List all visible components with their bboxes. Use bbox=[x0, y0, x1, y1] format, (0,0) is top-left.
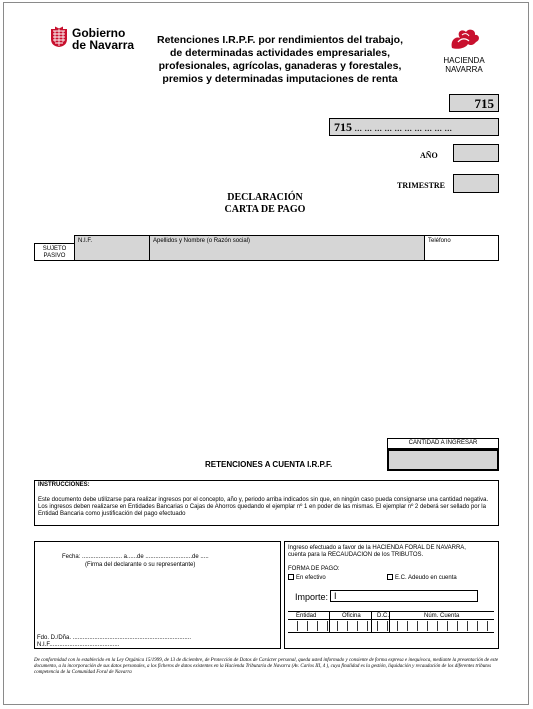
form-title bbox=[150, 34, 410, 86]
payment-method-label: FORMA DE PAGO: bbox=[288, 566, 340, 572]
cash-option-label: En efectivo bbox=[296, 575, 326, 581]
reference-prefix: 715 bbox=[334, 120, 352, 134]
title-line-4: premios y determinadas imputaciones de renta bbox=[162, 73, 398, 85]
nif-field[interactable] bbox=[74, 235, 150, 261]
bank-col-entidad: Entidad bbox=[296, 613, 317, 619]
hacienda-line1: HACIENDA bbox=[443, 56, 485, 65]
payment-line1: Ingreso efectuado a favor de la HACIENDA FORAL DE NAVARRA, bbox=[288, 545, 466, 551]
doc-title-2: CARTA DE PAGO bbox=[224, 204, 306, 215]
instructions-heading: INSTRUCCIONES: bbox=[38, 482, 90, 488]
amount-field[interactable] bbox=[387, 449, 499, 471]
taxpayer-row bbox=[34, 235, 499, 261]
date-line[interactable]: Fecha: ........................ a......de ............................de ..... bbox=[62, 554, 209, 560]
signed-by[interactable]: Fdo. D./Dña. ....................................................................... bbox=[37, 635, 192, 641]
year-label: AÑO bbox=[420, 151, 438, 160]
bank-col-account: Núm. Cuenta bbox=[424, 613, 460, 619]
payment-amount-field[interactable] bbox=[330, 590, 478, 602]
doc-title bbox=[200, 192, 330, 216]
cash-option[interactable] bbox=[288, 574, 326, 582]
model-number: 715 bbox=[474, 96, 494, 111]
hacienda-name bbox=[436, 56, 492, 74]
concept-label: RETENCIONES A CUENTA I.R.P.F. bbox=[205, 460, 333, 469]
legal-text: De conformidad con lo establecido en la Ley Orgánica 15/1999, de 13 de diciembre, de Protección de Datos de Carácter personal, queda usted informado y consiente de forma expresa e inequívoca, mediante la presentación de este documento, a la incorporación de sus datos personales, a los ficheros de datos existentes en la Hacienda Tributaria de Navarra (Av. Carlos III, 4 ), cuya finalidad es la gestión, liquidación y recaudación de los diferentes tributos competencia de la Comunidad Foral de Navarra bbox=[34, 658, 499, 675]
bank-col-divider bbox=[288, 619, 494, 620]
instructions-text: Este documento debe utilizarse para realizar ingresos por el concepto, año y, periodo arriba indicados sin que, en ningún caso pueda consignarse una cantidad negativa. Los ingresos deben realizarse en Entidades Bancarias o Cajas de Ahorros quedando el ejemplar nº 1 en poder de las mismas. El ejemplar nº 2 deberá ser sellado por la Entidad Bancaria como justificación del pago efectuado bbox=[38, 497, 489, 517]
name-field[interactable] bbox=[149, 235, 425, 261]
bank-account-grid[interactable] bbox=[288, 611, 494, 633]
reference-field[interactable] bbox=[329, 118, 499, 136]
payment-amount-label: Importe: bbox=[295, 592, 329, 602]
name-label: Apellidos y Nombre (o Razón social) bbox=[153, 238, 251, 244]
instructions-box bbox=[34, 480, 499, 526]
quarter-label: TRIMESTRE bbox=[397, 181, 446, 190]
phone-field[interactable] bbox=[424, 235, 499, 261]
payment-amount-value: I bbox=[334, 591, 337, 601]
nif-label: N.I.F. bbox=[78, 238, 93, 244]
account-checkbox[interactable] bbox=[387, 574, 393, 580]
bank-col-oficina: Oficina bbox=[342, 613, 361, 619]
quarter-field[interactable] bbox=[453, 174, 499, 193]
model-number-box bbox=[449, 94, 499, 112]
title-line-1: Retenciones I.R.P.F. por rendimientos del trabajo, bbox=[156, 34, 404, 46]
gov-name bbox=[72, 27, 134, 51]
hacienda-logo-icon bbox=[446, 26, 482, 52]
subject-label: SUJETO PASIVO bbox=[34, 243, 74, 261]
hacienda-line2: NAVARRA bbox=[445, 65, 483, 74]
cash-checkbox[interactable] bbox=[288, 574, 294, 580]
gov-name-line1: Gobierno bbox=[72, 26, 126, 40]
account-option[interactable] bbox=[387, 574, 457, 582]
payment-line2: cuenta para la RECAUDACION de los TRIBUTOS. bbox=[288, 552, 424, 558]
reference-dots: ... ... ... ... ... ... ... ... ... ... bbox=[354, 123, 452, 134]
signature-note: (Firma del declarante o su representante) bbox=[85, 562, 196, 568]
title-line-2: de determinadas actividades empresariales, bbox=[169, 47, 391, 59]
year-field[interactable] bbox=[453, 144, 499, 162]
bank-col-dc: D.C. bbox=[377, 613, 389, 619]
title-line-3: profesionales, agrícolas, ganaderas y forestales, bbox=[158, 60, 402, 72]
payment-box bbox=[284, 541, 499, 649]
doc-title-1: DECLARACIÓN bbox=[227, 192, 303, 203]
amount-label bbox=[387, 438, 499, 449]
amount-label-text: CANTIDAD A INGRESAR bbox=[408, 440, 478, 446]
phone-label: Teléfono bbox=[428, 238, 451, 244]
gov-name-line2: de Navarra bbox=[72, 38, 135, 52]
signer-nif[interactable]: N.I.F.......................................... bbox=[37, 642, 120, 648]
account-option-label: E.C. Adeudo en cuenta bbox=[395, 575, 457, 581]
navarra-shield-icon bbox=[50, 26, 68, 48]
bank-digit-ticks bbox=[288, 621, 494, 631]
signature-box bbox=[34, 541, 281, 649]
